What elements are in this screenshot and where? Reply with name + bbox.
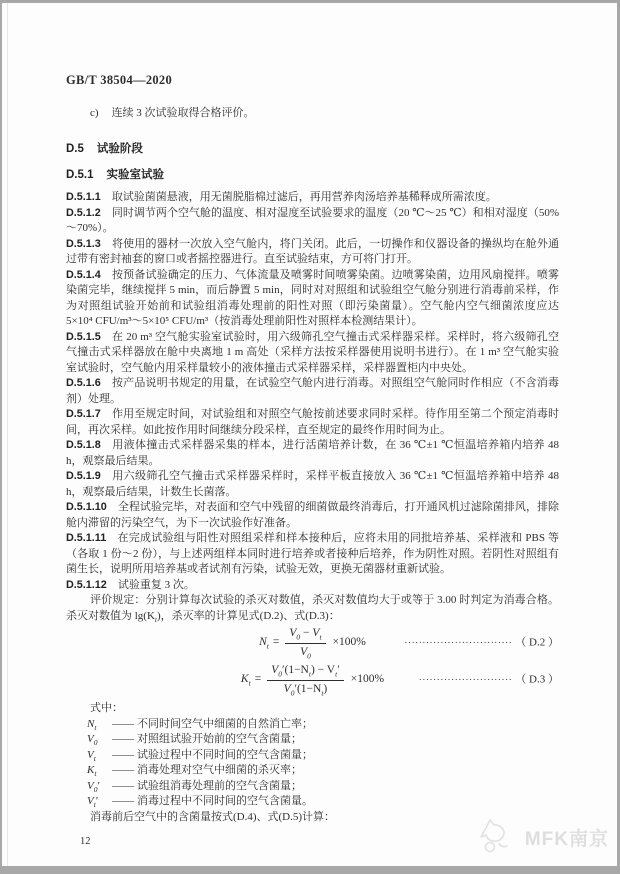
definition-text: 试验组消毒处理前的空气含菌量； xyxy=(137,779,302,792)
clause-label: D.5.1.10 xyxy=(66,501,107,513)
heading-label: D.5.1 xyxy=(66,168,94,181)
formula-symbol: (1−N xyxy=(296,682,322,695)
definition-text: 消毒处理对空气中细菌的杀灭率； xyxy=(137,764,302,776)
percent-factor: ×100% xyxy=(332,636,366,649)
definition-symbol xyxy=(87,763,112,779)
definition-dash: —— xyxy=(112,779,134,792)
symbol-base: V xyxy=(87,733,94,745)
heading-title: 实验室试验 xyxy=(106,168,164,181)
evaluation-text: 评价规定：分别计算每次试验的杀灭对数值，杀灭对数值均大于或等于 3.00 时判定为消毒合格。杀灭对数值为 lg(K xyxy=(66,594,559,622)
definition-text: 试验过程中不同时间的空气含菌量； xyxy=(137,748,313,761)
heading-d5 xyxy=(66,142,559,158)
clause-d5-1-10 xyxy=(66,500,559,531)
definition-text: 不同时间空气中细菌的自然消亡率； xyxy=(137,717,313,730)
heading-label: D.5 xyxy=(66,143,84,155)
page-gutter-line xyxy=(7,3,8,866)
formula-d2-math xyxy=(259,626,366,660)
clause-label: D.5.1.5 xyxy=(66,330,101,343)
clause-text: 作用至规定时间，对试验组和对照空气舱按前述要求同时采样。待作用至第二个预定消毒时间，再次采样。如此按作用时间继续分段采样，直至规定的最终作用时间为止。 xyxy=(66,408,559,436)
clause-text: 同时调节两个空气舱的温度、相对湿度至试验要求的温度（20 ℃～25 ℃）和相对湿度（50%～70%）。 xyxy=(66,206,559,234)
clause-d5-1-6 xyxy=(66,376,559,407)
watermark-text: MFK南京 xyxy=(524,828,609,850)
fraction xyxy=(285,626,325,660)
definition-dash: —— xyxy=(112,748,134,761)
clause-list xyxy=(66,190,559,593)
formula-subscript: 0 xyxy=(296,632,301,642)
clause-d5-1-1 xyxy=(66,190,559,206)
percent-factor: ×100% xyxy=(350,673,385,686)
clause-text: 试验重复 3 次。 xyxy=(117,578,195,591)
symbol-subscript: 0 xyxy=(93,784,98,794)
heading-title: 试验阶段 xyxy=(96,143,143,155)
definition-text: 对照组试验开始前的空气含菌量； xyxy=(137,733,302,745)
formula-symbol: V xyxy=(283,682,291,695)
clause-text: 取试验菌菌悬液，用无菌脱脂棉过滤后，再用营养肉汤培养基稀释成所需浓度。 xyxy=(111,191,497,203)
clause-text: 用液体撞击式采样器采集的样本，进行活菌培养计数，在 36 ℃±1 ℃恒温培养箱内培养 48 h，观察最后结果。 xyxy=(66,439,559,467)
formula-d3 xyxy=(66,662,559,698)
symbol-base: V xyxy=(87,795,94,807)
fraction-denominator xyxy=(267,681,344,698)
definition-kt xyxy=(66,763,559,779)
symbol-subscript: t xyxy=(94,769,97,779)
clause-text: 全程试验完毕，对表面和空气中残留的细菌做最终消毒后，打开通风机过滤除菌排风，排除舱内滞留的污染空气，为下一次试验作好准备。 xyxy=(66,501,559,529)
formula-symbol: ) − V xyxy=(310,664,336,676)
formula-symbol: K xyxy=(240,673,249,686)
fraction xyxy=(267,663,344,697)
clause-text: 按产品说明书规定的用量，在试验空气舱内进行消毒。对照组空气舱同时作相应（不含消毒剂）处理。 xyxy=(66,377,559,405)
definition-v0 xyxy=(66,732,559,748)
symbol-base: K xyxy=(87,764,95,776)
standard-number-header: GB/T 38504—2020 xyxy=(66,73,173,87)
clause-d5-1-3 xyxy=(66,237,559,268)
equals-sign: = xyxy=(254,673,262,686)
symbol-subscript: t xyxy=(94,722,97,732)
clause-d5-1-11 xyxy=(66,531,559,578)
equals-sign: = xyxy=(272,636,280,649)
formula-subscript: 0 xyxy=(290,687,295,697)
definition-symbol xyxy=(87,732,112,748)
evaluation-subscript: t xyxy=(154,614,158,624)
clause-label: D.5.1.2 xyxy=(66,206,101,219)
clause-label: D.5.1.6 xyxy=(66,377,101,389)
formula-symbol: V xyxy=(271,664,279,676)
formula-subscript: t xyxy=(248,678,251,688)
definition-symbol xyxy=(87,748,112,764)
page-content xyxy=(66,3,559,850)
formula-subscript: t xyxy=(319,632,322,642)
formula-symbol: V xyxy=(312,627,320,639)
formula-d2 xyxy=(66,625,559,661)
symbol-base: N xyxy=(87,717,95,730)
fraction-numerator xyxy=(267,663,344,681)
formula-symbol: N xyxy=(259,636,267,649)
list-item-c xyxy=(66,106,559,122)
list-item-text: 连续 3 次试验取得合格评价。 xyxy=(111,106,255,119)
formula-symbol: V xyxy=(289,627,297,639)
clause-text: 将使用的器材一次放入空气舱内，将门关闭。此后，一切操作和仪器设备的操纵均在舱外通过带有密封袖套的窗口或者摇控器进行。直至试验结束，方可将门打开。 xyxy=(66,237,559,265)
clause-d5-1-2 xyxy=(66,206,559,237)
formula-subscript: 0 xyxy=(278,669,282,679)
clause-label: D.5.1.7 xyxy=(66,408,101,420)
clause-text: 用六级筛孔空气撞击式采样器采样时，采样平板直接放入 36 ℃±1 ℃恒温培养箱中培养 48 h，观察最后结果，计数生长菌落。 xyxy=(66,470,559,498)
closing-sentence: 消毒前后空气中的含菌量按式(D.4)、式(D.5)计算： xyxy=(90,810,336,823)
definition-dash: —— xyxy=(112,733,134,745)
clause-label: D.5.1.3 xyxy=(66,237,101,250)
clause-label: D.5.1.8 xyxy=(66,439,101,451)
dot-leader: ······························ xyxy=(404,637,513,648)
heading-d51 xyxy=(66,168,559,184)
dot-leader: ·························· xyxy=(418,674,513,685)
minus-sign: − xyxy=(303,627,310,639)
clause-label: D.5.1.9 xyxy=(66,470,101,482)
definition-dash: —— xyxy=(112,795,134,807)
definition-symbol xyxy=(87,779,112,795)
list-item-marker: c) xyxy=(90,106,99,119)
symbol-base: V xyxy=(87,748,94,761)
definition-dash: —— xyxy=(112,717,134,730)
clause-text: 在完成试验组与阳性对照组采样和样本接种后，应将未用的同批培养基、采样液和 PBS 等（各取 1 份～2 份），与上述两组样本同时进行培养或者接种后培养，作为阴性对照。若阴性对照组有菌生长，说明所用培养基或者试剂有污染，试验无效，更换无菌器材重新试验。 xyxy=(66,532,559,575)
clause-d5-1-5 xyxy=(66,330,559,377)
clause-d5-1-8 xyxy=(66,438,559,469)
clause-label: D.5.1.1 xyxy=(66,191,101,203)
cat-logo-icon xyxy=(477,818,519,856)
definition-symbol xyxy=(87,794,112,810)
clause-text: 在 20 m³ 空气舱实验室试验时，用六级筛孔空气撞击式采样器采样。采样时，将六级筛孔空气撞击式采样器放在舱中央离地 1 m 高处（采样方法按采样器使用说明书进行）。在 1 m³ 空气舱实验室试验时，空气舱内用采样量较小的液体撞击式采样器采样，采样器置柜内中央处。 xyxy=(66,330,559,374)
clause-text: 按预备试验确定的压力、气体流量及喷雾时间喷雾染菌。边喷雾染菌，边用风扇搅拌。喷雾染菌完毕，继续搅拌 5 min，而后静置 5 min，同时对对照组和试验组空气舱分别进行消毒前采样，作为对照组试验开始前和试验组消毒处理前的阳性对照（即污染菌量）。空气舱内空气细菌浓度应达 5×10⁴ CFU/m³～5×10⁵ CFU/m³（按消毒处理前阳性对照样本检测结果计）。 xyxy=(66,268,559,327)
clause-label: D.5.1.11 xyxy=(66,532,107,544)
prime-mark: ′ xyxy=(337,664,340,676)
document-page xyxy=(2,3,617,866)
definition-dash: —— xyxy=(112,764,134,776)
symbol-subscript: t xyxy=(93,800,96,810)
formula-subscript: 0 xyxy=(307,650,311,660)
prime-mark: ′ xyxy=(294,682,297,695)
definition-vt xyxy=(66,748,559,764)
evaluation-paragraph xyxy=(66,593,559,624)
fraction-denominator xyxy=(285,644,325,661)
formula-subscript: t xyxy=(266,641,269,651)
symbol-definitions xyxy=(66,717,559,810)
formula-number: （ D.2 ） xyxy=(515,636,559,649)
evaluation-text: )，杀灭率的计算见式(D.2)、式(D.3)： xyxy=(157,609,340,622)
definition-text: 消毒过程中不同时间的空气含菌量。 xyxy=(137,795,313,807)
clause-label: D.5.1.12 xyxy=(66,578,107,591)
clause-d5-1-9 xyxy=(66,469,559,500)
formula-subscript: t xyxy=(308,669,311,679)
formula-subscript: t xyxy=(321,687,324,697)
clause-d5-1-12 xyxy=(66,578,559,594)
definition-v0-prime xyxy=(66,779,559,795)
definition-nt xyxy=(66,717,559,733)
watermark xyxy=(477,818,609,856)
formula-d3-math xyxy=(241,663,384,697)
formula-symbol: ) xyxy=(323,682,328,695)
clause-d5-1-7 xyxy=(66,407,559,438)
formula-number: （ D.3 ） xyxy=(515,673,559,686)
symbol-subscript: t xyxy=(93,753,96,763)
page-number: 12 xyxy=(80,836,91,847)
formula-d3-reference xyxy=(419,672,559,688)
formula-d2-reference xyxy=(404,635,559,651)
clause-d5-1-4 xyxy=(66,268,559,330)
symbol-base: V xyxy=(87,779,94,792)
definition-vt-prime xyxy=(66,794,559,810)
prime-mark: ′ xyxy=(97,779,100,792)
where-label: 式中： xyxy=(90,702,123,714)
formula-symbol: V xyxy=(300,645,308,658)
formula-symbol: (1−N xyxy=(284,664,309,676)
fraction-numerator xyxy=(285,626,325,644)
prime-mark: ′ xyxy=(95,795,99,807)
definition-symbol xyxy=(87,717,112,733)
formula-subscript: t xyxy=(335,669,338,679)
prime-mark: ′ xyxy=(281,664,285,676)
symbol-subscript: 0 xyxy=(93,738,98,748)
clause-label: D.5.1.4 xyxy=(66,268,101,281)
